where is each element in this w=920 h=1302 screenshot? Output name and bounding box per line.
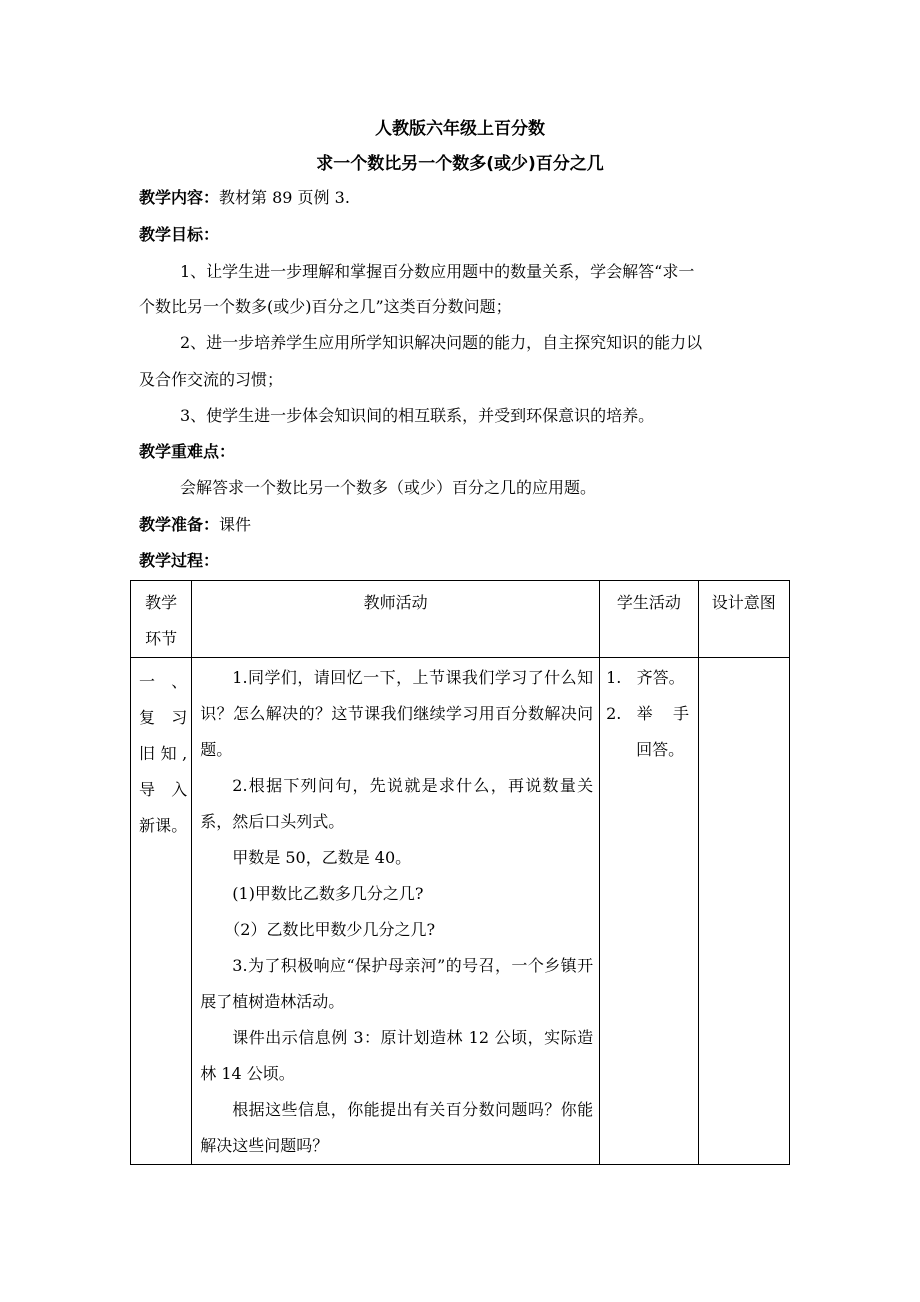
teaching-content-text: 教材第 89 页例 3. [219,188,350,207]
teaching-content [139,185,789,208]
student-activity-cell [600,658,698,1165]
table-row [131,658,790,1165]
stage-line: 新课。 [139,816,188,835]
student-activity-2-cont: 回答。 [636,740,685,759]
teacher-paragraph: 3.为了积极响应“保护母亲河”的号召，一个乡镇开展了植树造林活动。 [200,956,594,1011]
goal-2-line-2: 及合作交流的习惯； [139,370,284,389]
goal-3: 3、使学生进一步体会知识间的相互联系，并受到环保意识的培养。 [180,406,655,425]
header-cell-design [698,581,789,658]
teacher-activity-cell [192,658,600,1165]
teacher-paragraph: (1)甲数比乙数多几分之几? [232,884,424,903]
lesson-series-title: 人教版六年级上百分数 [375,119,545,139]
stage-line: 一 、 [139,672,188,691]
teacher-paragraph: 2.根据下列问句，先说就是求什么，再说数量关系，然后口头列式。 [200,776,594,831]
stage-line: 旧知, [139,744,188,763]
teaching-process-table [130,580,790,1165]
lesson-title: 求一个数比另一个数多(或少)百分之几 [316,154,604,174]
header-design-intent: 设计意图 [711,593,776,612]
teacher-paragraph: （2）乙数比甲数少几分之几? [224,920,436,939]
key-points-label: 教学重难点： [139,442,236,461]
design-intent-cell [698,658,789,1165]
header-student-activity: 学生活动 [616,593,681,612]
goal-1-line-1: 1、让学生进一步理解和掌握百分数应用题中的数量关系，学会解答“求一 [180,262,695,281]
goal-2-line-1: 2、进一步培养学生应用所学知识解决问题的能力，自主探究知识的能力以 [180,333,703,352]
teaching-prep [139,512,789,535]
teacher-paragraph: 1.同学们，请回忆一下，上节课我们学习了什么知识？怎么解决的？这节课我们继续学习用百分数解决问题。 [200,668,594,759]
stage-cell [131,658,192,1165]
header-stage-line-2: 环节 [145,629,178,648]
header-cell-stage [131,581,192,658]
table-header-row [131,581,790,658]
teacher-paragraph: 甲数是 50，乙数是 40。 [232,848,412,867]
key-points-text: 会解答求一个数比另一个数多（或少）百分之几的应用题。 [180,478,597,497]
stage-line: 复 习 [139,708,188,727]
student-activity-2: 2. 举 手 [606,704,689,723]
header-cell-student [600,581,698,658]
teaching-prep-label: 教学准备： [139,515,220,534]
teaching-prep-text: 课件 [219,515,252,534]
teaching-content-label: 教学内容： [139,188,220,207]
teaching-process-label: 教学过程： [139,551,220,570]
header-teacher-activity: 教师活动 [363,593,428,612]
header-stage-line-1: 教学 [145,593,178,612]
goal-1-line-2: 个数比另一个数多(或少)百分之几”这类百分数问题； [139,297,512,316]
stage-line: 导 入 [139,780,188,799]
teacher-paragraph: 课件出示信息例 3：原计划造林 12 公顷，实际造林 14 公顷。 [200,1028,594,1083]
student-activity-1: 1. 齐答。 [606,668,685,687]
header-cell-teacher [192,581,600,658]
teacher-paragraph: 根据这些信息，你能提出有关百分数问题吗？你能解决这些问题吗？ [200,1100,594,1155]
teaching-goals-label: 教学目标： [139,225,220,244]
